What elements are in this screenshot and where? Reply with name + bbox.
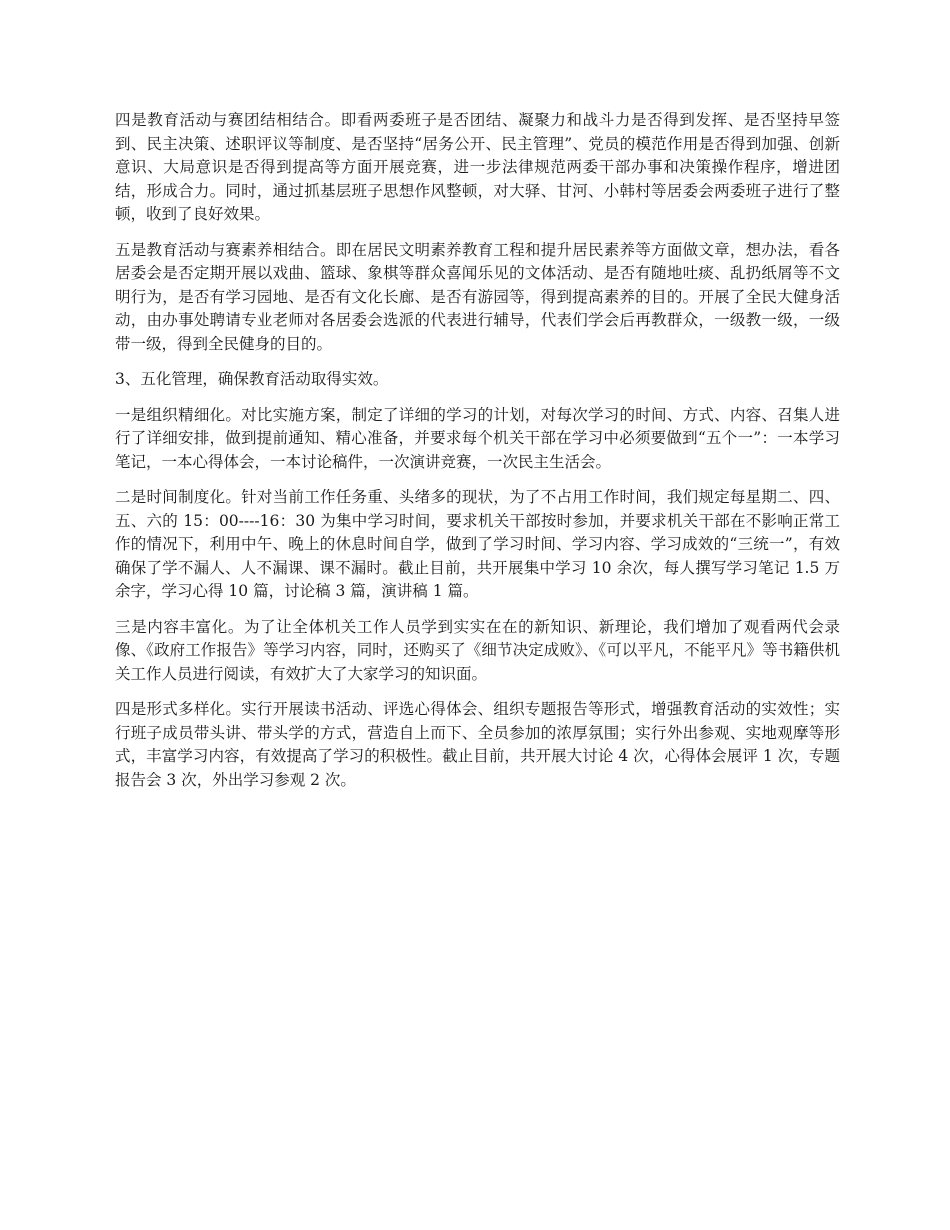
paragraph-2: 五是教育活动与赛素养相结合。即在居民文明素养教育工程和提升居民素养等方面做文章，想办法，看各居委会是否定期开展以戏曲、篮球、象棋等群众喜闻乐见的文体活动、是否有随地吐痰、乱扔纸屑等不文明行为，是否有学习园地、是否有文化长廊、是否有游园等，得到提高素养的目的。开展了全民大健身活动，由办事处聘请专业老师对各居委会选派的代表进行辅导，代表们学会后再教群众，一级教一级，一级带一级，得到全民健身的目的。 <box>115 240 840 353</box>
document-body <box>115 109 840 804</box>
paragraph-6: 四是形式多样化。实行开展读书活动、评选心得体会、组织专题报告等形式，增强教育活动的实效性；实行班子成员带头讲、带头学的方式，营造自上而下、全员参加的浓厚氛围；实行外出参观、实地观摩等形式，丰富学习内容，有效提高了学习的积极性。截止目前，共开展大讨论 4 次，心得体会展评 1 次，专题报告会 3 次，外出学习参观 2 次。 <box>115 700 840 789</box>
paragraph-4: 二是时间制度化。针对当前工作任务重、头绪多的现状，为了不占用工作时间，我们规定每星期二、四、五、六的 15：00----16：30 为集中学习时间，要求机关干部按时参加，并要求机关干部在不影响正常工作的情况下，利用中午、晚上的休息时间自学，做到了学习时间、学习内容、学习成效的“三统一”，有效确保了学不漏人、人不漏课、课不漏时。截止目前，共开展集中学习 10 余次，每人撰写学习笔记 1.5 万余字，学习心得 10 篇，讨论稿 3 篇，演讲稿 1 篇。 <box>115 488 840 600</box>
section-heading: 3、五化管理，确保教育活动取得实效。 <box>115 370 389 388</box>
paragraph-1: 四是教育活动与赛团结相结合。即看两委班子是否团结、凝聚力和战斗力是否得到发挥、是否坚持早签到、民主决策、述职评议等制度、是否坚持“居务公开、民主管理”、党员的模范作用是否得到加强、创新意识、大局意识是否得到提高等方面开展竞赛，进一步法律规范两委干部办事和决策操作程序，增进团结，形成合力。同时，通过抓基层班子思想作风整顿，对大驿、甘河、小韩村等居委会两委班子进行了整顿，收到了良好效果。 <box>115 111 840 223</box>
paragraph-3: 一是组织精细化。对比实施方案，制定了详细的学习的计划，对每次学习的时间、方式、内容、召集人进行了详细安排，做到提前通知、精心准备，并要求每个机关干部在学习中必须要做到“五个一”：一本学习笔记，一本心得体会，一本讨论稿件，一次演讲竞赛，一次民主生活会。 <box>115 405 840 471</box>
paragraph-5: 三是内容丰富化。为了让全体机关工作人员学到实实在在的新知识、新理论，我们增加了观看两代会录像、《政府工作报告》等学习内容，同时，还购买了《细节决定成败》、《可以平凡，不能平凡》等书籍供机关工作人员进行阅读，有效扩大了大家学习的知识面。 <box>115 617 840 683</box>
